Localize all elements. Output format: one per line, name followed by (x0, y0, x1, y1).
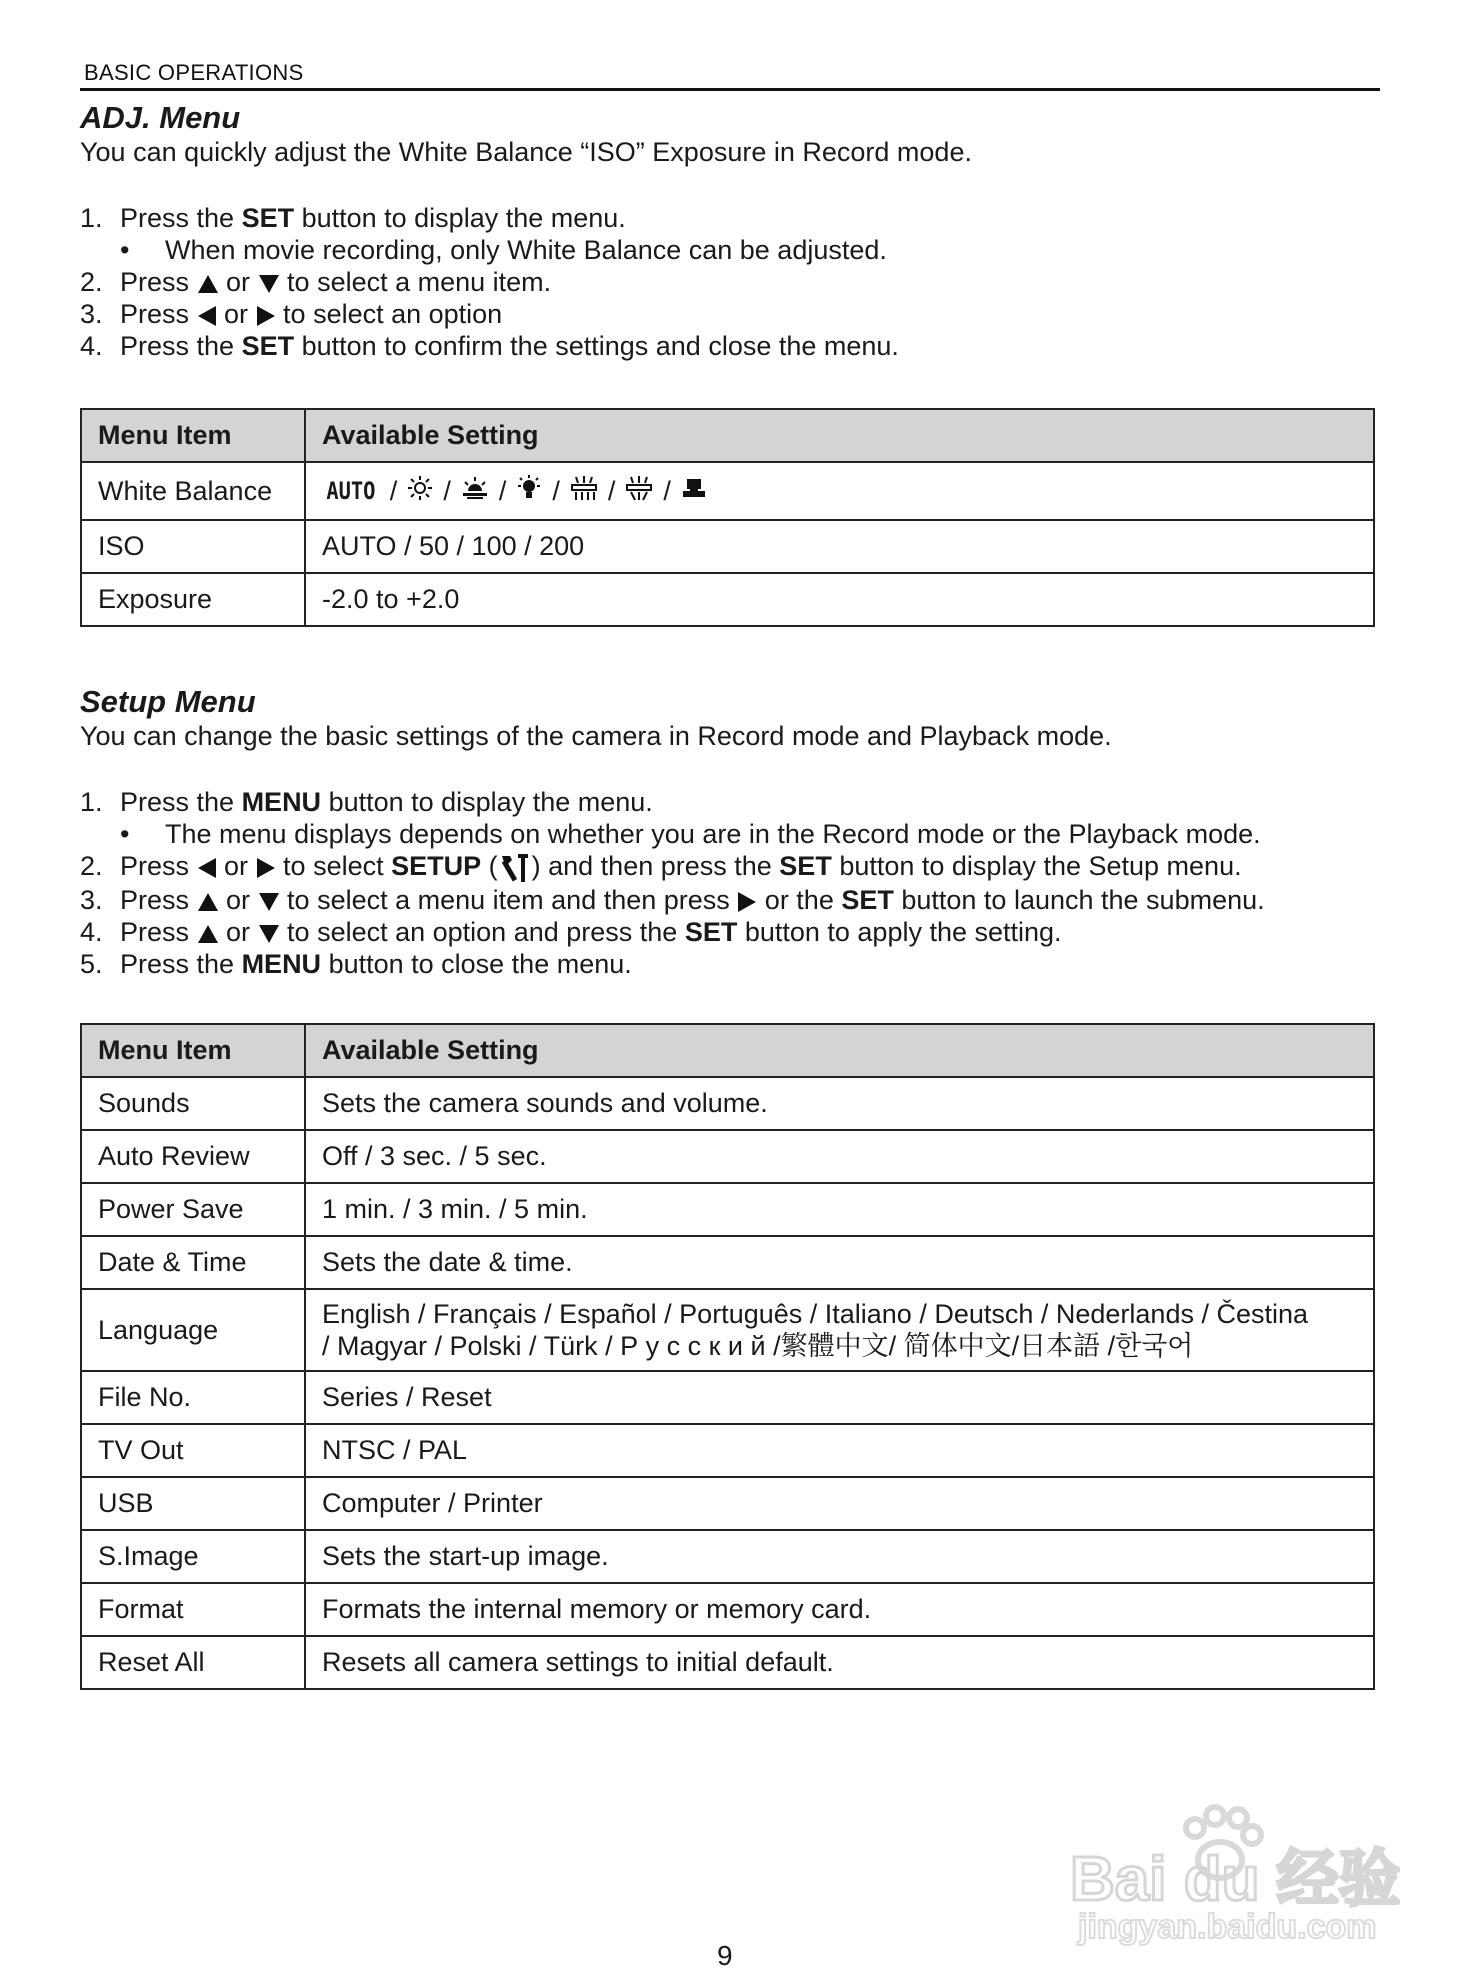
watermark-brand: Bai du 经验 (1070, 1845, 1400, 1914)
running-header: BASIC OPERATIONS (84, 60, 304, 85)
adj-step-1: 1. Press the SET button to display the menu. (80, 203, 626, 233)
wb-auto-icon: AUTO (326, 477, 376, 505)
setup-menu-title: Setup Menu (80, 684, 256, 719)
left-arrow-icon (197, 305, 217, 327)
page-number: 9 (717, 1940, 733, 1971)
table-header-row: Menu Item Available Setting (81, 409, 1374, 462)
table-row: Sounds Sets the camera sounds and volume. (81, 1077, 1374, 1130)
wb-custom-icon (681, 475, 707, 508)
table-row: Power Save 1 min. / 3 min. / 5 min. (81, 1183, 1374, 1236)
setup-step-1: 1. Press the MENU button to display the menu. (80, 787, 653, 817)
language-options-line-1: English / Français / Español / Português / Italiano / Deutsch / Nederlands / Čestina (322, 1299, 1309, 1329)
right-arrow-icon (256, 305, 276, 327)
up-arrow-icon (197, 892, 219, 912)
table-row: Auto Review Off / 3 sec. / 5 sec. (81, 1130, 1374, 1183)
up-arrow-icon (197, 274, 219, 294)
down-arrow-icon (258, 892, 280, 912)
setup-steps (80, 786, 1380, 980)
white-balance-icons: AUTO / / / / / / (305, 462, 1374, 520)
down-arrow-icon (258, 274, 280, 294)
setup-menu-table (80, 1023, 1375, 1690)
adj-step-1-note: • When movie recording, only White Balance can be adjusted. (120, 235, 887, 265)
table-row: Format Formats the internal memory or memory card. (81, 1583, 1374, 1636)
adj-menu-title: ADJ. Menu (80, 100, 241, 135)
wb-daylight-icon (407, 475, 433, 508)
right-arrow-icon (737, 891, 757, 913)
table-row: Language English / Français / Español / Português / Italiano / Deutsch / Nederlands / Čestina / Magyar / Polski / Türk / Р у с с к и й /繁體中文/ 简体中文/日本語 /한국어 (81, 1289, 1374, 1371)
table-row: White Balance AUTO / / / / / / (81, 462, 1374, 520)
adj-step-4: 4. Press the SET button to confirm the settings and close the menu. (80, 331, 899, 361)
table-header-row: Menu Item Available Setting (81, 1024, 1374, 1077)
setup-step-4: 4. Press or to select an option and press the SET button to apply the setting. (80, 916, 1062, 947)
adj-step-2: 2. Press or to select a menu item. (80, 267, 552, 297)
table-row: USB Computer / Printer (81, 1477, 1374, 1530)
down-arrow-icon (258, 924, 280, 944)
left-arrow-icon (197, 857, 217, 879)
watermark-url: jingyan.baidu.com (1078, 1908, 1377, 1946)
wb-sunset-icon (461, 475, 489, 508)
setup-menu-intro: You can change the basic settings of the camera in Record mode and Playback mode. (80, 721, 1112, 751)
header-rule (80, 88, 1380, 91)
setup-step-3: 3. Press or to select a menu item and then press or the SET button to launch the submenu. (80, 884, 1265, 915)
wb-tungsten-icon (516, 475, 542, 508)
setup-step-1-note: • The menu displays depends on whether you are in the Record mode or the Playback mode. (120, 819, 1261, 849)
table-row: Reset All Resets all camera settings to initial default. (81, 1636, 1374, 1689)
adj-steps (80, 202, 1380, 362)
table-row: S.Image Sets the start-up image. (81, 1530, 1374, 1583)
table-row: ISO AUTO / 50 / 100 / 200 (81, 520, 1374, 573)
table-row: File No. Series / Reset (81, 1371, 1374, 1424)
table-row: TV Out NTSC / PAL (81, 1424, 1374, 1477)
adj-menu-section (80, 100, 1380, 362)
wb-fluorescent2-icon (625, 475, 653, 508)
table-row: Date & Time Sets the date & time. (81, 1236, 1374, 1289)
right-arrow-icon (256, 857, 276, 879)
adj-menu-table (80, 408, 1375, 627)
table-row: Exposure -2.0 to +2.0 (81, 573, 1374, 626)
up-arrow-icon (197, 924, 219, 944)
baidu-watermark (1060, 1790, 1400, 1950)
adj-step-3: 3. Press or to select an option (80, 299, 503, 329)
setup-menu-section (80, 684, 1380, 980)
setup-wrench-icon (498, 852, 532, 884)
wb-fluorescent1-icon (570, 475, 598, 508)
setup-step-5: 5. Press the MENU button to close the menu. (80, 948, 632, 979)
language-options-line-2: / Magyar / Polski / Türk / Р у с с к и й /繁體中文/ 简体中文/日本語 /한국어 (322, 1331, 1194, 1361)
setup-step-2: 2. Press or to select SETUP ( ) and then press the SET button to display the Setup menu. (80, 850, 1380, 884)
adj-menu-intro: You can quickly adjust the White Balance “ISO” Exposure in Record mode. (80, 137, 972, 167)
